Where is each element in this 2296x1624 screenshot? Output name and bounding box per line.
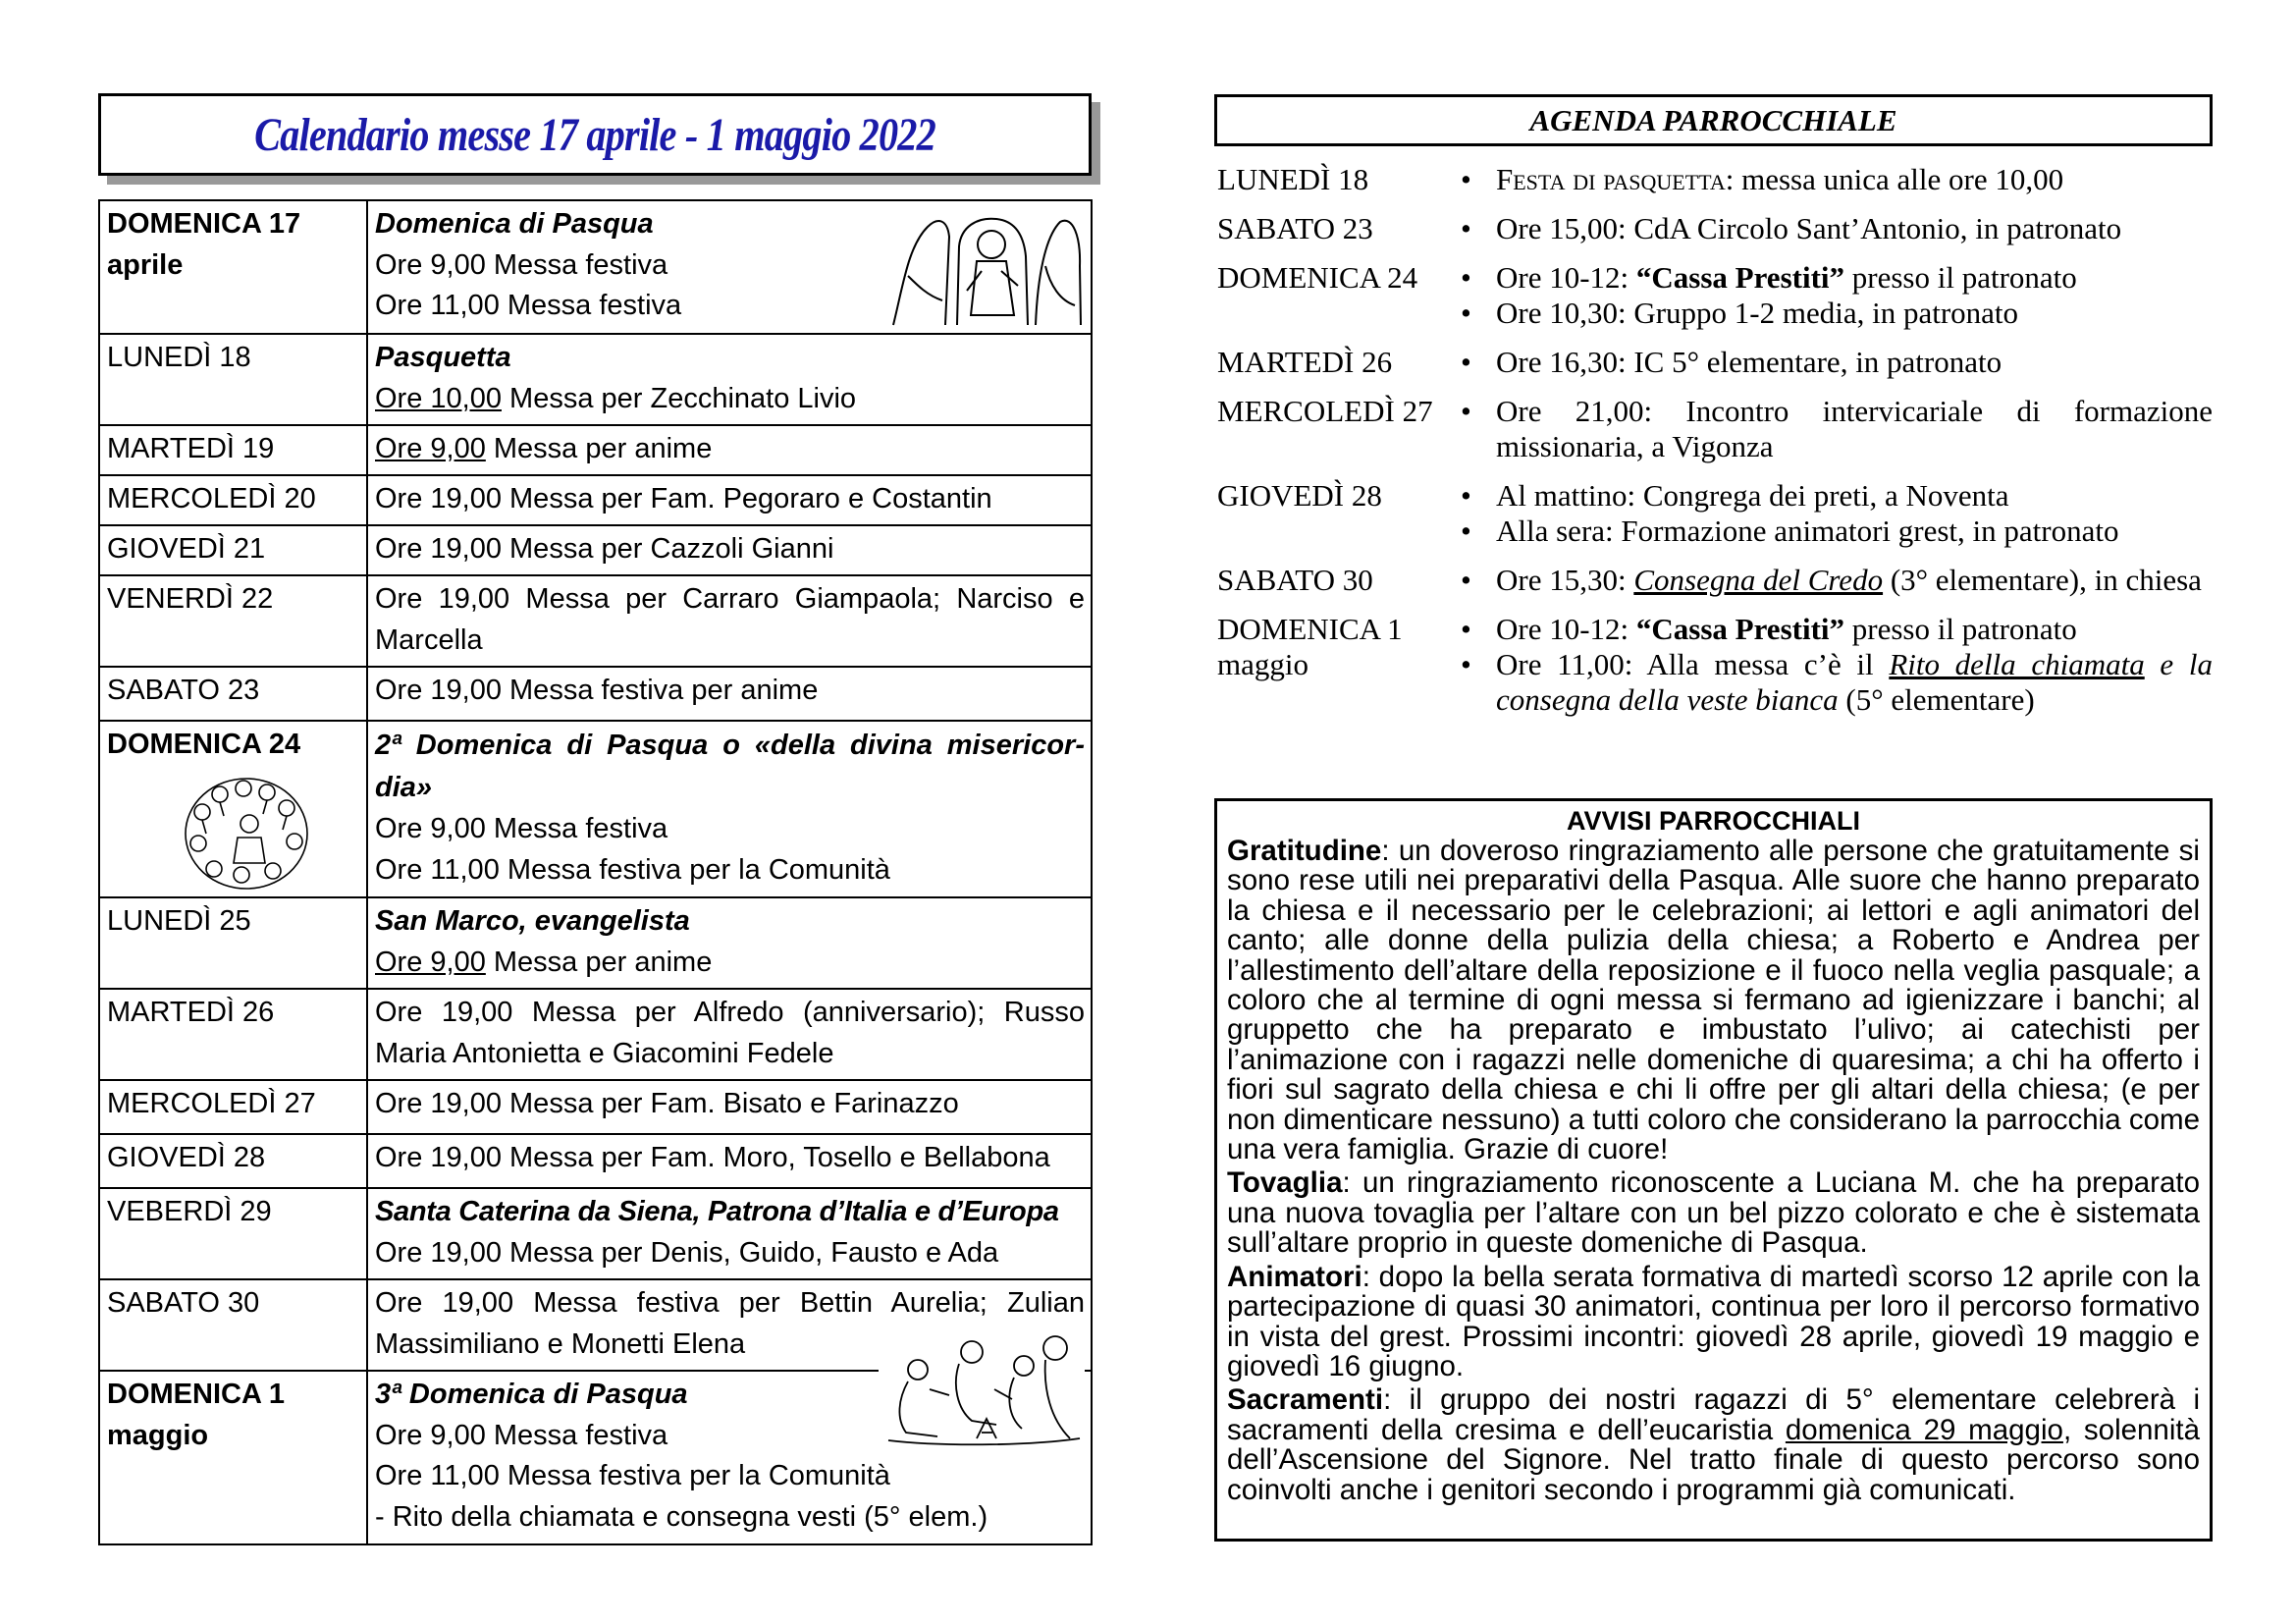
table-row [99, 667, 1092, 721]
day-cell: GIOVEDÌ 28 [99, 1134, 367, 1188]
calendar-title: Calendario messe 17 aprile - 1 maggio 2022 [254, 108, 935, 161]
agenda-item: • Alla sera: Formazione animatori grest, in patronato [1453, 514, 2213, 549]
mass-line [375, 379, 1085, 420]
day-label: DOMENICA 17 [107, 208, 301, 240]
day-label: DOMENICA 24 [107, 729, 301, 760]
mass-intention: Messa per anime [485, 433, 713, 464]
people-circle-illustration [181, 773, 312, 893]
mass-line: Ore 9,00 Messa festiva [375, 1419, 668, 1451]
campfire-group-illustration [879, 1330, 1085, 1458]
day-cell: MERCOLEDÌ 27 [99, 1080, 367, 1134]
notice-paragraph [1227, 837, 2200, 1164]
table-row [99, 1188, 1092, 1279]
notice-paragraph [1227, 1260, 2200, 1382]
table-row [99, 575, 1092, 667]
agenda-item: • Al mattino: Congrega dei preti, a Noventa [1453, 478, 2213, 514]
mass-line: Ore 11,00 Messa festiva [375, 290, 682, 321]
notice-paragraph [1227, 1385, 2200, 1505]
agenda-items [1453, 478, 2213, 549]
agenda-item: • Ore 21,00: Incontro intervicariale di formazione missionaria, a Vigonza [1453, 394, 2213, 464]
agenda-items [1453, 394, 2213, 464]
day-cell: LUNEDÌ 25 [99, 897, 367, 989]
mass-intention: Messa per Zecchinato Livio [501, 382, 857, 414]
mass-cell: Ore 19,00 Messa festiva per anime [367, 667, 1092, 721]
agenda-row [1217, 211, 2213, 246]
feast-title: Domenica di Pasqua [375, 208, 654, 240]
agenda-item [1453, 162, 2213, 197]
agenda-day: GIOVEDÌ 28 [1217, 478, 1382, 513]
day-cell: VENERDÌ 22 [99, 575, 367, 667]
table-row [99, 475, 1092, 525]
table-row [99, 989, 1092, 1080]
day-cell: GIOVEDÌ 21 [99, 525, 367, 575]
day-cell: MERCOLEDÌ 20 [99, 475, 367, 525]
agenda-item: • Ore 16,30: IC 5° elementare, in patronato [1453, 345, 2213, 380]
mass-cell: Ore 19,00 Messa per Alfredo (anniversario); Russo Maria Antonietta e Giacomini Fedele [367, 989, 1092, 1080]
day-label-month: aprile [107, 248, 184, 281]
day-cell [99, 200, 367, 334]
agenda-day: MARTEDÌ 26 [1217, 345, 1393, 379]
mass-line: Ore 19,00 Messa per Denis, Guido, Fausto e Ada [375, 1236, 999, 1269]
agenda-event-text: e la consegna della veste bianca [1496, 647, 2213, 717]
day-cell: SABATO 30 [99, 1279, 367, 1371]
mass-cell [367, 897, 1092, 989]
table-row [99, 1134, 1092, 1188]
mass-calendar-table [98, 199, 1093, 1545]
notice-heading: Animatori [1227, 1260, 1362, 1293]
mass-cell: Ore 19,00 Messa per Carraro Giampaola; Narciso e Marcella [367, 575, 1092, 667]
agenda-title-box [1214, 94, 2213, 146]
feast-title: San Marco, evangelista [375, 905, 690, 937]
day-cell: LUNEDÌ 18 [99, 334, 367, 425]
notices-box [1214, 798, 2213, 1542]
notice-text: : dopo la bella serata formativa di martedì scorso 12 aprile con la partecipazione di quasi 30 animatori, continua per loro il percorso formativo in vista del grest. Prossimi incontri: giovedì 28 aprile, giovedì 19 maggio e giovedì 16 giugno. [1227, 1260, 2200, 1382]
agenda-day: SABATO 30 [1217, 563, 1373, 597]
day-cell: SABATO 23 [99, 667, 367, 721]
mass-cell [367, 334, 1092, 425]
day-cell [99, 721, 367, 897]
mass-cell [367, 1371, 1092, 1544]
table-row [99, 721, 1092, 897]
agenda-title: AGENDA PARROCCHIALE [1529, 102, 1897, 137]
agenda-row [1217, 563, 2213, 598]
day-label-month: maggio [107, 1419, 209, 1451]
agenda-event-name: “Cassa Prestiti” [1635, 260, 1845, 295]
agenda-item [1453, 563, 2213, 598]
agenda-day: SABATO 23 [1217, 211, 1373, 245]
notice-heading: Sacramenti [1227, 1383, 1384, 1417]
notice-text: : un ringraziamento riconoscente a Luciana M. che ha preparato una nuova tovaglia per l’altare con un bel pizzo colorato e che è sistemata sull’altare proprio in queste domeniche di Pasqua. [1227, 1166, 2200, 1260]
table-row [99, 425, 1092, 475]
notice-heading: Gratitudine [1227, 835, 1382, 867]
agenda-event-text: presso il patronato [1844, 260, 2077, 295]
agenda-row [1217, 345, 2213, 380]
table-row [99, 1371, 1092, 1544]
agenda-event-name: Consegna del Credo [1633, 563, 1884, 597]
table-row [99, 334, 1092, 425]
table-row [99, 1080, 1092, 1134]
day-cell [99, 1371, 367, 1544]
agenda-day-month: maggio [1217, 647, 1308, 681]
agenda-event-text: Ore 10-12: [1496, 260, 1636, 295]
mass-cell: Ore 19,00 Messa per Fam. Bisato e Farinazzo [367, 1080, 1092, 1134]
agenda-event-text: Ore 10-12: [1496, 612, 1636, 646]
mass-line: - Rito della chiamata e consegna vesti (5° elem.) [375, 1500, 988, 1533]
mass-line: Ore 19,00 Messa festiva per Bettin Aurelia; Zulian Massimiliano e Monetti Elena [375, 1287, 1085, 1360]
table-row [99, 200, 1092, 334]
agenda-item: • Ore 10,30: Gruppo 1-2 media, in patronato [1453, 296, 2213, 331]
agenda-day: DOMENICA 24 [1217, 260, 1418, 295]
agenda-day-label: DOMENICA 1 [1217, 612, 1403, 646]
agenda-item [1453, 612, 2213, 647]
agenda-row [1217, 478, 2213, 549]
agenda-event-name: Rito della chiamata [1889, 647, 2145, 681]
resurrection-illustration [888, 207, 1085, 329]
mass-cell [367, 425, 1092, 475]
feast-title: Pasquetta [375, 342, 511, 373]
mass-time: Ore 9,00 [375, 433, 486, 464]
mass-cell [367, 721, 1092, 897]
agenda-day [1217, 612, 1453, 718]
day-cell: MARTEDÌ 19 [99, 425, 367, 475]
mass-time: Ore 10,00 [375, 382, 502, 414]
mass-line: Ore 11,00 Messa festiva per la Comunità [375, 853, 890, 886]
agenda-items [1453, 260, 2213, 331]
mass-cell: Ore 19,00 Messa per Fam. Moro, Tosello e Bellabona [367, 1134, 1092, 1188]
notice-date: domenica 29 maggio [1785, 1413, 2063, 1446]
mass-cell [367, 1188, 1092, 1279]
agenda-day: MERCOLEDÌ 27 [1217, 394, 1433, 428]
agenda-event-name: Festa di pasquetta [1496, 162, 1726, 196]
feast-title: 2ª Domenica di Pasqua o «della divina misericor-dia» [375, 730, 1085, 803]
feast-title: Santa Caterina da Siena, Patrona d’Italia e d’Europa [375, 1196, 1059, 1227]
mass-cell: Ore 19,00 Messa per Fam. Pegoraro e Costantin [367, 475, 1092, 525]
mass-line [375, 943, 1085, 984]
agenda-event-text: presso il patronato [1844, 612, 2077, 646]
agenda-event-text: : messa unica alle ore 10,00 [1725, 162, 2064, 196]
agenda-day: LUNEDÌ 18 [1217, 162, 1369, 196]
day-cell: MARTEDÌ 26 [99, 989, 367, 1080]
agenda-row [1217, 260, 2213, 331]
calendar-title-box [98, 93, 1092, 176]
agenda-event-text: Ore 15,30: [1496, 563, 1634, 597]
agenda-items [1453, 563, 2213, 598]
agenda-event-text: (3° elementare), in chiesa [1883, 563, 2202, 597]
notice-text: , solennità dell’Ascensione del Signore. Nel tratto finale di questo percorso sono coinvolti anche i genitori secondo i programmi già comunicati. [1227, 1413, 2200, 1506]
agenda-event-name: “Cassa Prestiti” [1635, 612, 1845, 646]
agenda-item: • Ore 15,00: CdA Circolo Sant’Antonio, in patronato [1453, 211, 2213, 246]
agenda-row [1217, 162, 2213, 197]
agenda-row [1217, 612, 2213, 718]
mass-cell [367, 200, 1092, 334]
mass-time: Ore 9,00 [375, 946, 486, 978]
agenda-event-text: (5° elementare) [1838, 682, 2035, 717]
mass-cell: Ore 19,00 Messa per Cazzoli Gianni [367, 525, 1092, 575]
day-label: DOMENICA 1 [107, 1379, 285, 1410]
notice-paragraph [1227, 1168, 2200, 1258]
notice-heading: Tovaglia [1227, 1166, 1343, 1200]
agenda-items [1453, 345, 2213, 380]
mass-line: Ore 9,00 Messa festiva [375, 813, 668, 844]
notice-text: : il gruppo dei nostri ragazzi di 5° elementare celebrerà i sacramenti della cresima e dell’eucaristia [1227, 1383, 2200, 1446]
day-cell: VEBERDÌ 29 [99, 1188, 367, 1279]
agenda-item [1453, 260, 2213, 296]
notice-text: : un doveroso ringraziamento alle persone che gratuitamente si sono rese utili nei preparativi della Pasqua. Alle suore che hanno preparato la chiesa e il necessario per le celebrazioni; ai lettori e agli animatori del canto; alle donne della pulizia della chiesa; a Roberto e Andrea per l’allestimento dell’altare della reposizione e il fuoco nella veglia pasquale; a coloro che al termine di ogni messa si fermano ad igienizzare i banchi; al gruppetto che ha preparato e imbustato l’ulivo; ai catechisti per l’animazione con i ragazzi nelle domeniche di quaresima; a chi ha offerto i fiori sul sagrato della chiesa e chi li offre per gli altari della chiesa; (e per non dimenticare nessuno) a tutti coloro che considerano la parrocchia come una vera famiglia. Grazie di cuore! [1227, 835, 2200, 1166]
table-row [99, 525, 1092, 575]
table-row [99, 897, 1092, 989]
agenda-item [1453, 647, 2213, 718]
agenda-items [1453, 162, 2213, 197]
feast-title: 3ª Domenica di Pasqua [375, 1379, 688, 1410]
mass-line: Ore 9,00 Messa festiva [375, 248, 668, 281]
notices-title: AVVISI PARROCCHIALI [1566, 806, 1861, 836]
agenda-row [1217, 394, 2213, 464]
agenda-items [1453, 612, 2213, 718]
agenda-list [1217, 162, 2213, 731]
mass-intention: Messa per anime [485, 946, 713, 978]
mass-line: Ore 11,00 Messa festiva per la Comunità [375, 1460, 890, 1491]
agenda-event-text: Ore 11,00: Alla messa c’è il [1496, 647, 1890, 681]
agenda-items [1453, 211, 2213, 246]
